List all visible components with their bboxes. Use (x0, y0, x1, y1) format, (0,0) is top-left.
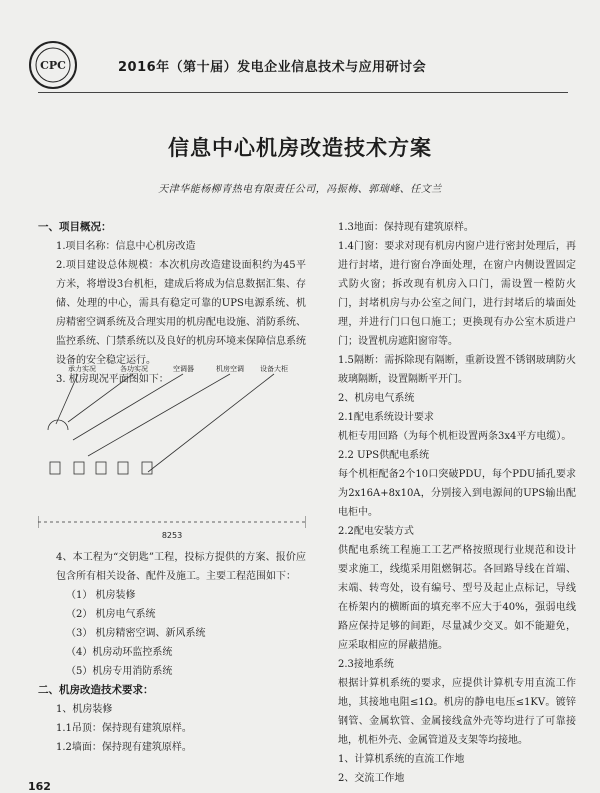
left-column-lower (38, 548, 306, 757)
floor-plan-diagram (38, 360, 306, 550)
electrical-heading: 2、机房电气系统 (338, 393, 415, 404)
plan-label-5: 设备大柜 (260, 365, 288, 373)
grounding-paragraph: 根据计算机系统的要求，应提供计算机专用直流工作地，其接地电阻≤1Ω。机房的静电电压≤1KV。镀锌钢管、金属软管、金属接线盒外壳等均进行了可靠接地，机柜外壳、金属管道及支架等均接地。 (338, 678, 576, 746)
scope-intro-paragraph: 4、本工程为“交钥匙”工程，投标方提供的方案、报价应包含所有相关设备、配件及施工。主要工程范围如下： (56, 552, 306, 582)
header-rule (38, 92, 568, 93)
section-2-heading: 二、机房改造技术要求： (38, 684, 154, 696)
power-design-heading: 2.1配电系统设计要求 (338, 412, 434, 423)
partition-paragraph: 1.5隔断：需拆除现有隔断，重新设置不锈钢玻璃防火玻璃隔断，设置隔断平开门。 (338, 355, 576, 385)
ceiling-paragraph: 1.1吊顶：保持现有建筑原样。 (56, 723, 192, 734)
conference-logo (28, 40, 78, 90)
logo-text: CPC (40, 59, 66, 72)
ups-paragraph: 每个机柜配备2个10口突破PDU，每个PDU插孔要求为2x16A+8x10A，分别接入到电源间的UPS输出配电柜中。 (338, 469, 576, 518)
ups-heading: 2.2 UPS供配电系统 (338, 450, 430, 461)
plan-label-4: 机房空调 (216, 365, 244, 373)
paper-authors: 天津华能杨柳青热电有限责任公司，冯振梅、郭瑞峰、任文兰 (158, 184, 442, 195)
conference-header (28, 40, 588, 90)
scope-item-4: （4）机房动环监控系统 (66, 647, 173, 658)
right-column (320, 218, 576, 788)
scope-item-3: （3） 机房精密空调、新风系统 (66, 628, 206, 639)
subsection-1-heading: 1、机房装修 (56, 704, 113, 715)
paper-title: 信息中心机房改造技术方案 (168, 136, 432, 160)
conference-title: 2016年（第十届）发电企业信息技术与应用研讨会 (118, 60, 427, 75)
plan-label-2: 各功实况 (120, 365, 148, 373)
doors-windows-paragraph: 1.4门窗：要求对现有机房内窗户进行密封处理后，再进行封堵，进行窗台净面处理，在窗户内侧设置固定式防火窗；拆改现有机房入口门，需设置一樘防火门，封堵机房与办公室之间门，进行封堵后的墙面处理，并进行门口包口施工；更换现有办公室木质进户门；设置机房遮阳窗帘等。 (338, 241, 576, 347)
plan-label-1: 承力实况 (68, 365, 96, 373)
plan-dimension: 8253 (161, 531, 183, 540)
project-name-paragraph: 1.项目名称：信息中心机房改造 (56, 241, 196, 252)
grounding-item-2: 2、交流工作地 (338, 773, 405, 784)
power-design-paragraph: 机柜专用回路（为每个机柜设置两条3x4平方电缆）。 (338, 431, 572, 442)
scope-item-2: （2） 机房电气系统 (66, 609, 156, 620)
section-1-heading: 一、项目概况： (38, 221, 112, 233)
floor-paragraph: 1.3地面：保持现有建筑原样。 (338, 222, 474, 233)
install-heading: 2.2配电安装方式 (338, 526, 414, 537)
grounding-heading: 2.3接地系统 (338, 659, 394, 670)
grounding-item-1: 1、计算机系统的直流工作地 (338, 754, 465, 765)
scope-item-1: （1） 机房装修 (66, 590, 136, 601)
plan-label-3: 空调器 (173, 365, 194, 373)
page-number: 162 (28, 780, 51, 793)
install-paragraph: 供配电系统工程施工工艺严格按照现行业规范和设计要求施工，线缆采用阻燃铜芯。各回路导线在首端、末端、转弯处，设有编号、型号及起止点标记，导线在桥架内的横断面的填充率不应大于40%，强弱电线路应保持足够的间距，尽量减少交叉。如不能避免，应采取相应的屏蔽措施。 (338, 545, 576, 651)
scope-item-5: （5）机房专用消防系统 (66, 666, 173, 677)
project-scale-paragraph: 2.项目建设总体规模：本次机房改造建设面积约为45平方米，将增设3台机柜，建成后将成为信息数据汇集、存储、处理的中心，需具有稳定可靠的UPS电源系统、机房精密空调系统及合理实用的机房配电设施、消防系统、监控系统、门禁系统以及良好的机房环境来保障信息系统设备的安全稳定运行。 (56, 260, 306, 366)
floor-plan-caption: 3. 机房现况平面图如下： (56, 374, 169, 385)
wall-paragraph: 1.2墙面：保持现有建筑原样。 (56, 742, 192, 753)
